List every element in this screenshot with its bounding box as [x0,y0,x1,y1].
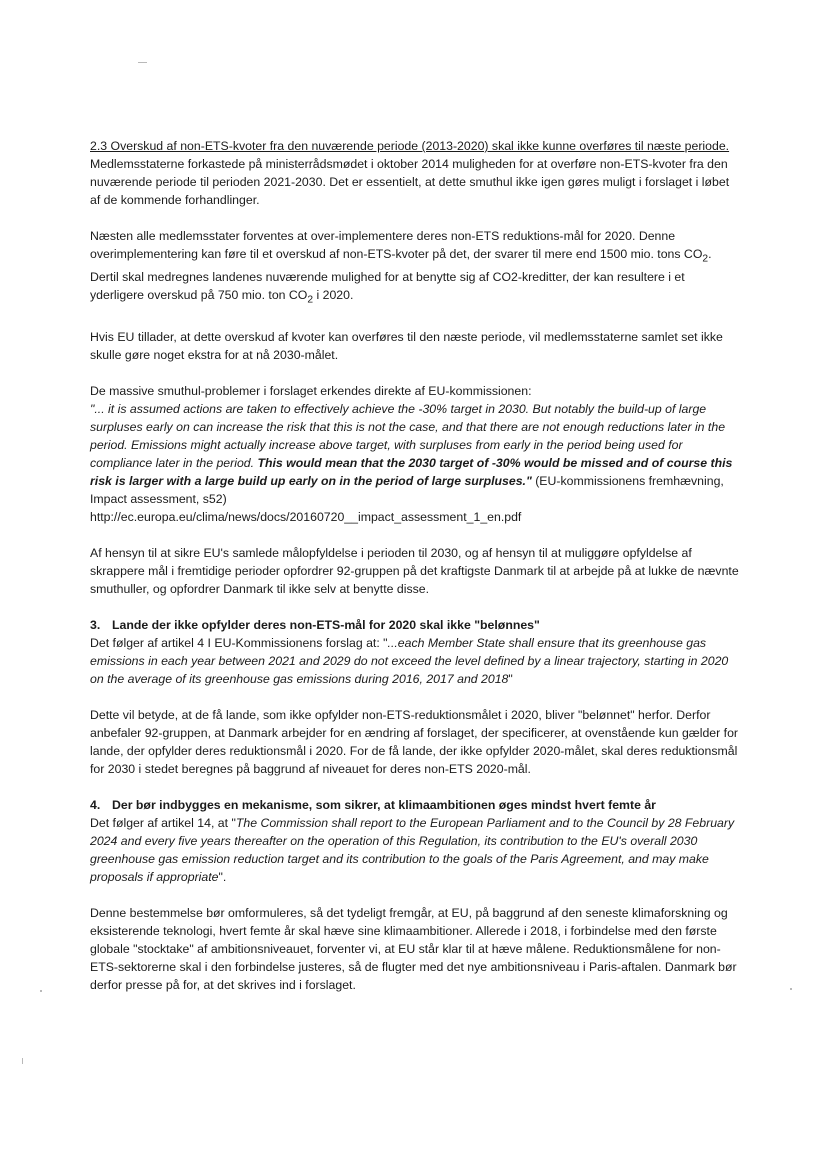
section-3-paragraph-1: Det følger af artikel 4 I EU-Kommissionens forslag at: "...each Member State shall ensure that its greenhouse gas emissions in each year between 2021 and 2029 do not exceed the level defined by a linear trajectory, starting in 2020 on the average of its greenhouse gas emissions during 2016, 2017 and 2018" [90,635,729,686]
section-2-3-paragraph-5: Af hensyn til at sikre EU's samlede målopfyldelse i perioden til 2030, og af hensyn til at muliggøre opfyldelse af skrappere mål i fremtidige perioder opfordrer 92-gruppen på det kraftigste Danmark til at arbejde på at lukke de nævnte smuthuller, og opfordrer Danmark til ikke selv at benytte disse. [90,545,739,596]
section-2-3-paragraph-4: De massive smuthul-problemer i forslaget erkendes direkte af EU-kommissionen: [90,383,532,398]
section-4-heading: 4. Der bør indbygges en mekanisme, som sikrer, at klimaambitionen øges mindst hvert femte år [90,797,656,812]
section-4-paragraph-2: Denne bestemmelse bør omformuleres, så det tydeligt fremgår, at EU, på baggrund af den seneste klimaforskning og eksisterende teknologi, hvert femte år skal hæve sine klimaambitioner. Allerede i 2018, i forbindelse med den første globale "stocktake" af ambitionsniveauet, forventer vi, at EU står klar til at hæve målene. Reduktionsmålene for non-ETS-sektorerne skal i den forbindelse justeres, så de flugter med det nye ambitionsniveau i Paris-aftalen. Danmark bør derfor presse på for, at det skrives ind i forslaget. [90,905,737,992]
section-2-3-paragraph-2: Næsten alle medlemsstater forventes at over-implementere deres non-ETS reduktions-mål for 2020. Denne overimplementering kan føre til et overskud af non-ETS-kvoter på det, der svarer til mere end 1500 mio. tons $CO_2$. Dertil skal medregnes landenes nuværende mulighed for at benytte sig af CO2-kreditter, der kan resultere i et yderligere overskud på 750 mio. ton $CO_2$ i 2020. [90,229,712,306]
section-4-paragraph-1: Det følger af artikel 14, at "The Commission shall report to the European Parliament and to the Council by 28 February 2024 and every five years thereafter on the operation of this Regulation, its contribution to the EU's overall 2030 greenhouse gas emission reduction target and its contribution to the goals of the Paris Agreement, and may make proposals if appropriate". [90,815,735,884]
impact-assessment-url: http://ec.europa.eu/clima/news/docs/20160720__impact_assessment_1_en.pdf [90,509,522,524]
section-3-paragraph-2: Dette vil betyde, at de få lande, som ikke opfylder non-ETS-reduktionsmålet i 2020, bliver "belønnet" herfor. Derfor anbefaler 92-gruppen, at Danmark arbejder for en ændring af forslaget, der specificerer, at ovenstående kun gælder for lande, der opfylder deres reduktionsmål i 2020. For de få lande, der ikke opfylder 2020-målet, skal deres reduktionsmål for 2030 i stedet beregnes på baggrund af niveauet for deres non-ETS 2020-mål. [90,707,739,776]
section-2-3-paragraph-3: Hvis EU tillader, at dette overskud af kvoter kan overføres til den næste periode, vil medlemsstaterne samlet set ikke skulle gøre noget ekstra for at nå 2030-målet. [90,329,723,362]
commission-quote: "... it is assumed actions are taken to effectively achieve the -30% target in 2030. But notably the build-up of large surpluses early on can increase the risk that this is not the case, and that there are not enough reductions later in the period. Emissions might actually increase above target, with surpluses from early in the period being used for compliance later in the period. This would mean that the 2030 target of -30% would be missed and of course this risk is larger with a large build up early on in the period of large surpluses." (EU-kommissionens fremhævning, Impact assessment, s52) [90,401,733,506]
document-body [90,137,740,994]
section-2-3-paragraph-1: Medlemsstaterne forkastede på ministerrådsmødet i oktober 2014 muligheden for at overføre non-ETS-kvoter fra den nuværende periode til perioden 2021-2030. Det er essentielt, at dette smuthul ikke igen gøres muligt i forslaget i løbet af de kommende forhandlinger. [90,157,730,207]
section-2-3-heading: 2.3 Overskud af non-ETS-kvoter fra den nuværende periode (2013-2020) skal ikke kunne overføres til næste periode. [90,139,730,153]
section-3-heading: 3. Lande der ikke opfylder deres non-ETS-mål for 2020 skal ikke "belønnes" [90,617,540,632]
